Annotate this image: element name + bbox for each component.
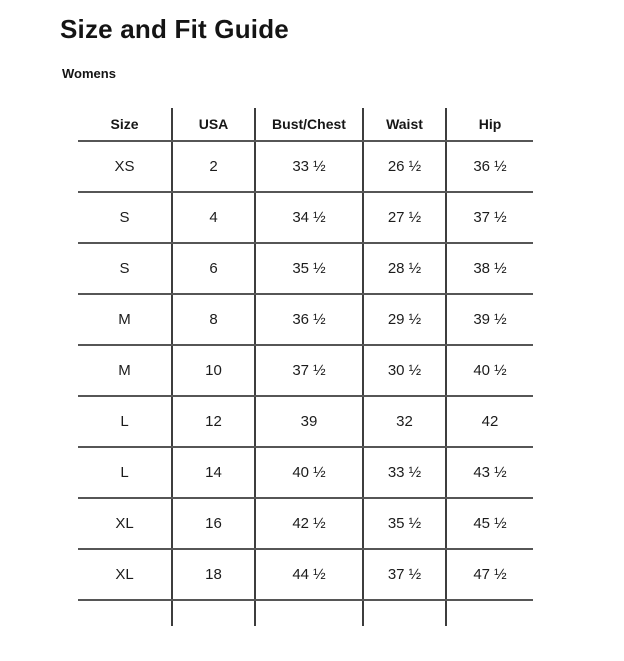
page-title: Size and Fit Guide [60, 14, 289, 44]
table-cell: 37 ½ [255, 345, 363, 396]
table-cell [363, 600, 446, 626]
table-cell: 26 ½ [363, 141, 446, 192]
table-cell: 2 [172, 141, 255, 192]
table-cell: 44 ½ [255, 549, 363, 600]
table-cell: 40 ½ [446, 345, 533, 396]
table-cell: 28 ½ [363, 243, 446, 294]
table-row [78, 345, 533, 396]
table-cell: M [78, 294, 172, 345]
column-header-bust-chest: Bust/Chest [255, 108, 363, 141]
column-header-waist: Waist [363, 108, 446, 141]
table-cell: 30 ½ [363, 345, 446, 396]
table-cell: 8 [172, 294, 255, 345]
table-cell: XL [78, 549, 172, 600]
table-cell: 36 ½ [446, 141, 533, 192]
table-row [78, 447, 533, 498]
table-cell: 33 ½ [255, 141, 363, 192]
table-cell: 27 ½ [363, 192, 446, 243]
table-row [78, 243, 533, 294]
table-cell: XL [78, 498, 172, 549]
table-cell: 18 [172, 549, 255, 600]
table-cell: 37 ½ [446, 192, 533, 243]
table-cell: 33 ½ [363, 447, 446, 498]
table-cell: 29 ½ [363, 294, 446, 345]
table-cell: 43 ½ [446, 447, 533, 498]
table-cell: 39 ½ [446, 294, 533, 345]
table-row [78, 498, 533, 549]
table-row-partial-empty [78, 600, 533, 626]
table-cell: 39 [255, 396, 363, 447]
table-cell: S [78, 192, 172, 243]
table-cell: 4 [172, 192, 255, 243]
table-cell [255, 600, 363, 626]
table-cell: L [78, 447, 172, 498]
column-header-hip: Hip [446, 108, 533, 141]
table-row [78, 396, 533, 447]
table-cell: 12 [172, 396, 255, 447]
table-cell: 14 [172, 447, 255, 498]
table-cell: 45 ½ [446, 498, 533, 549]
table-cell: M [78, 345, 172, 396]
table-cell [78, 600, 172, 626]
table-row [78, 294, 533, 345]
table-cell: 35 ½ [363, 498, 446, 549]
table-cell: 47 ½ [446, 549, 533, 600]
table-cell: 6 [172, 243, 255, 294]
table-cell: 42 ½ [255, 498, 363, 549]
table-cell: 32 [363, 396, 446, 447]
table-cell: 16 [172, 498, 255, 549]
table-row [78, 141, 533, 192]
table-cell: 37 ½ [363, 549, 446, 600]
size-chart-table [78, 108, 533, 626]
table-cell [446, 600, 533, 626]
table-row [78, 192, 533, 243]
table-cell: 34 ½ [255, 192, 363, 243]
table-cell: 38 ½ [446, 243, 533, 294]
table-cell: 36 ½ [255, 294, 363, 345]
table-cell: 35 ½ [255, 243, 363, 294]
table-cell: XS [78, 141, 172, 192]
table-cell [172, 600, 255, 626]
table-cell: 10 [172, 345, 255, 396]
table-cell: L [78, 396, 172, 447]
table-cell: S [78, 243, 172, 294]
table-cell: 42 [446, 396, 533, 447]
section-label-womens: Womens [62, 66, 116, 81]
table-cell: 40 ½ [255, 447, 363, 498]
column-header-size: Size [78, 108, 172, 141]
column-header-usa: USA [172, 108, 255, 141]
table-header-row [78, 108, 533, 141]
table-row [78, 549, 533, 600]
